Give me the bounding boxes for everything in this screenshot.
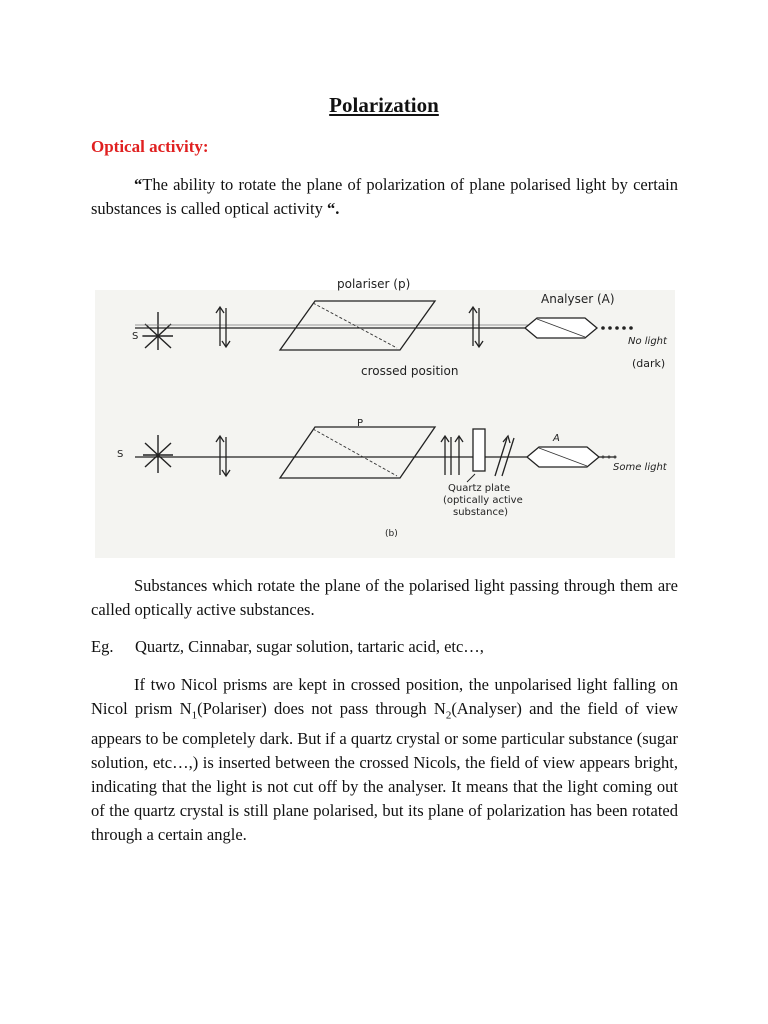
explanation-paragraph — [91, 673, 678, 847]
dark-label: (dark) — [632, 357, 666, 370]
n1-subscript: 1 — [191, 709, 198, 722]
some-light-label: Some light — [613, 462, 667, 473]
polariser-label: polariser (p) — [337, 277, 411, 291]
analyser-label: Analyser (A) — [541, 292, 615, 306]
polariser-prism-bottom — [280, 427, 435, 478]
unpolarised-star-top — [143, 312, 173, 350]
quartz-pointer-line — [467, 474, 475, 482]
source-label-top: S — [132, 331, 139, 342]
definition-paragraph — [91, 173, 678, 221]
double-arrow-top-2 — [469, 307, 483, 347]
polariser-diagonal-top — [313, 303, 397, 348]
open-quote: “ — [134, 175, 143, 194]
definition-text: The ability to rotate the plane of polarization of plane polarised light by certain substances is called optical activity — [91, 175, 678, 218]
explanation-part3: (Analyser) and the field of view appears to be completely dark. But if a quartz crystal or some particular substance (sugar solution, etc…,) is inserted between the crossed Nicols, the field of view appears bright, indicating that the light is not cut off by the analyser. It means that the light coming out of the quartz crystal is still plane polarised, but its plane of polarization has been rotated through a certain angle. — [91, 699, 678, 845]
polariser-diagonal-bottom — [313, 429, 397, 476]
no-light-dots — [601, 326, 633, 330]
double-arrow-top-1 — [216, 307, 230, 347]
rotated-double-arrow — [495, 436, 514, 476]
close-quote: “. — [326, 199, 340, 218]
p-label: P — [357, 418, 364, 429]
source-label-bottom: S — [117, 449, 124, 460]
page-title: Polarization — [329, 93, 439, 117]
some-light-dots — [602, 456, 617, 459]
example-text: Quartz, Cinnabar, sugar solution, tartaric acid, etc…, — [135, 637, 484, 656]
quartz-plate-label: Quartz plate — [448, 483, 511, 494]
a-label: A — [553, 433, 560, 444]
section-heading: Optical activity: — [91, 137, 209, 156]
double-arrow-bottom-2 — [441, 436, 463, 475]
n2-subscript: 2 — [445, 709, 452, 722]
nicol-prism-figure — [95, 277, 675, 558]
figure-diagram — [95, 277, 675, 558]
quartz-plate — [473, 429, 485, 471]
crossed-position-label: crossed position — [361, 364, 459, 378]
figure-part-label: (b) — [385, 529, 398, 539]
example-label: Eg. — [91, 637, 114, 656]
explanation-part1: If two Nicol prisms are kept in crossed position, the unpolarised light falling on Nicol prism N — [91, 675, 678, 718]
quartz-note-1: (optically active — [443, 495, 523, 506]
unpolarised-star-bottom — [143, 435, 173, 473]
no-light-label: No light — [628, 336, 667, 347]
explanation-part2: (Polariser) does not pass through N — [197, 699, 446, 718]
example-line — [91, 635, 678, 659]
double-arrow-bottom-1 — [216, 436, 230, 476]
polariser-prism-top — [280, 301, 435, 350]
quartz-note-2: substance) — [453, 507, 509, 518]
optically-active-paragraph: Substances which rotate the plane of the polarised light passing through them are called optically active substances. — [91, 576, 678, 619]
